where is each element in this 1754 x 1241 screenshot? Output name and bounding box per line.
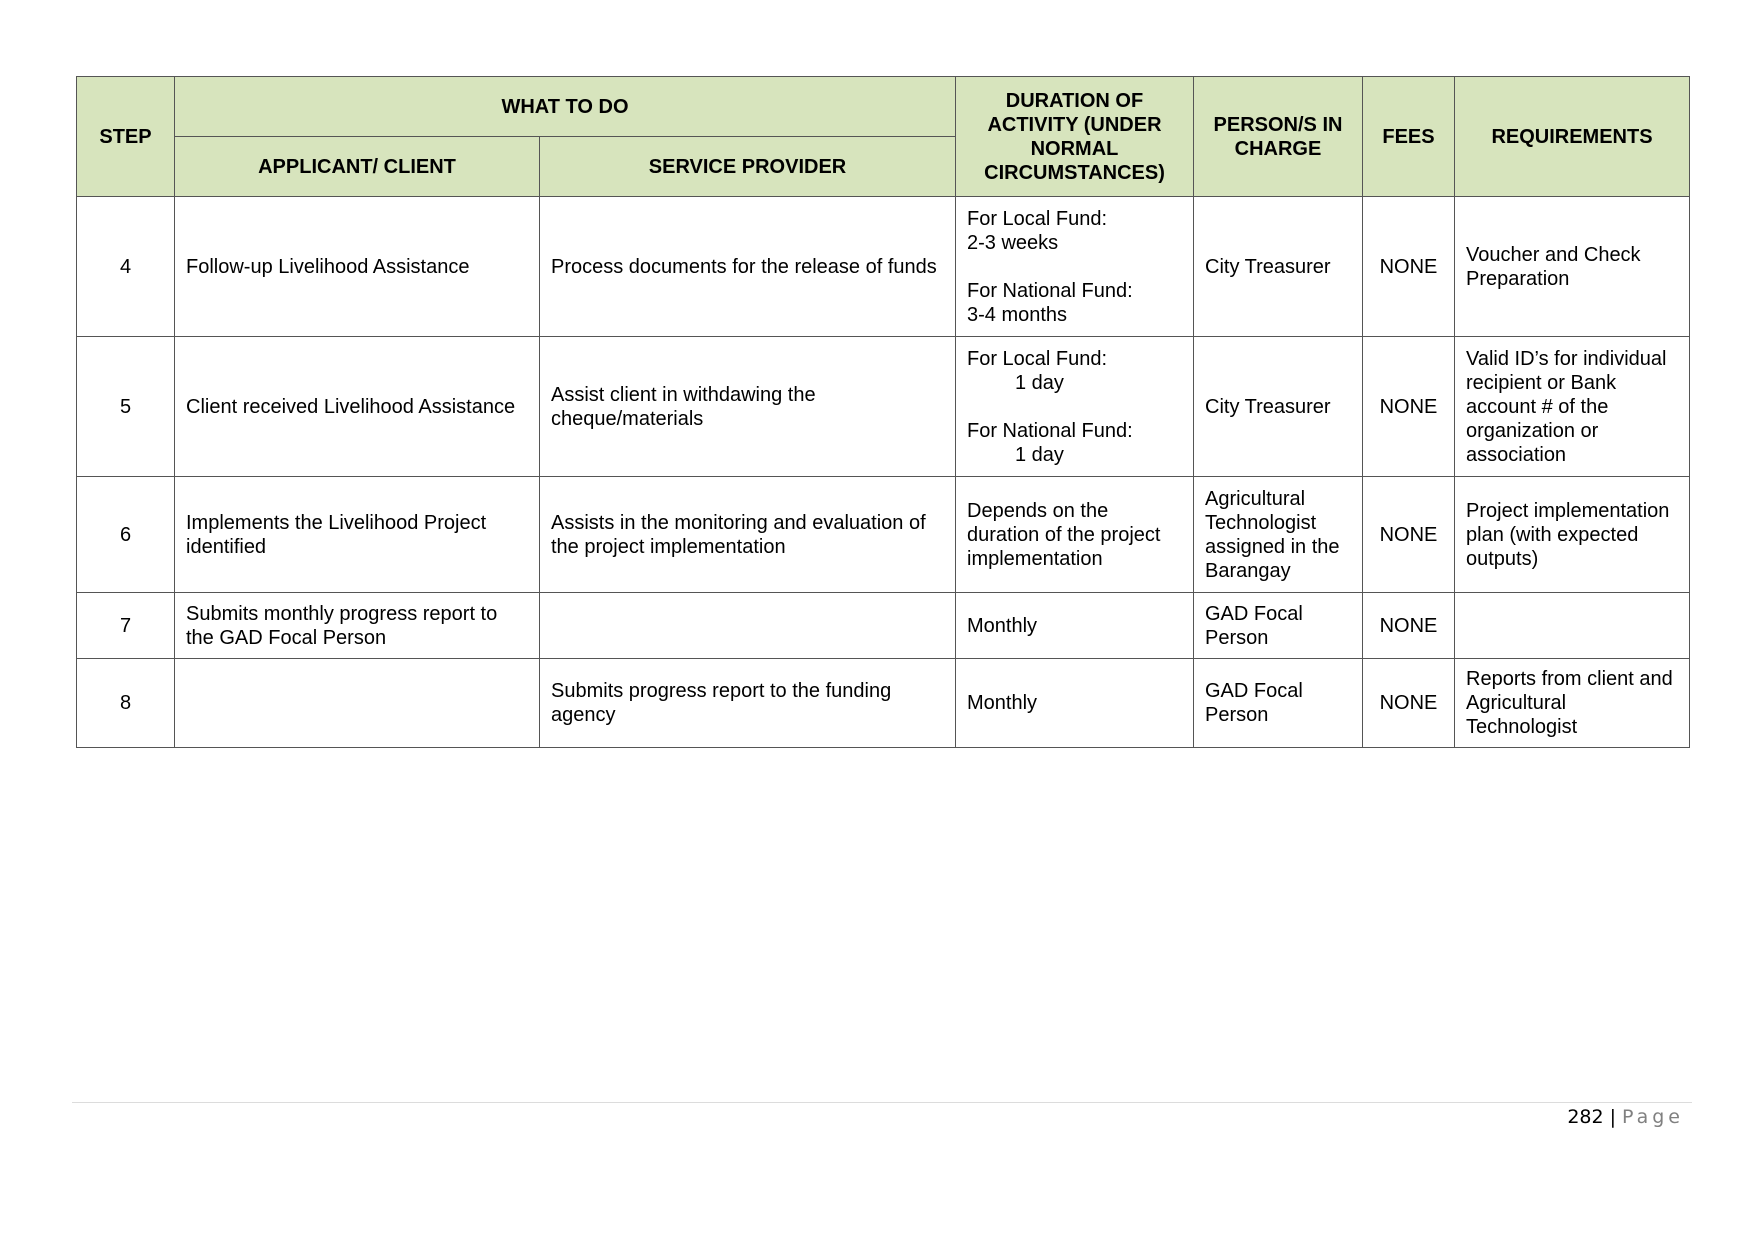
- header-person-in-charge: PERSON/S IN CHARGE: [1194, 77, 1363, 197]
- duration-cell: [956, 197, 1194, 337]
- duration-cell: Monthly: [956, 593, 1194, 659]
- duration-cell: Monthly: [956, 659, 1194, 748]
- step-cell: 5: [77, 337, 175, 477]
- person-cell: Agricultural Technologist assigned in the Barangay: [1194, 477, 1363, 593]
- header-service-provider: SERVICE PROVIDER: [540, 137, 956, 197]
- requirements-cell: Project implementation plan (with expected outputs): [1455, 477, 1690, 593]
- fees-cell: NONE: [1363, 593, 1455, 659]
- step-cell: 6: [77, 477, 175, 593]
- provider-cell: [540, 593, 956, 659]
- duration-national-value: 3-4 months: [967, 303, 1068, 326]
- table-row: [77, 659, 1690, 748]
- step-cell: 4: [77, 197, 175, 337]
- applicant-cell: Implements the Livelihood Project identified: [175, 477, 540, 593]
- footer-divider: [72, 1102, 1692, 1103]
- fees-cell: NONE: [1363, 197, 1455, 337]
- person-cell: GAD Focal Person: [1194, 659, 1363, 748]
- footer-separator: |: [1609, 1106, 1616, 1128]
- header-fees: FEES: [1363, 77, 1455, 197]
- table-row: [77, 337, 1690, 477]
- provider-cell: Process documents for the release of funds: [540, 197, 956, 337]
- page-number: 282: [1567, 1106, 1604, 1128]
- applicant-cell: Submits monthly progress report to the GAD Focal Person: [175, 593, 540, 659]
- duration-local-label: For Local Fund:: [967, 347, 1108, 370]
- provider-cell: Assist client in withdawing the cheque/materials: [540, 337, 956, 477]
- applicant-cell: Client received Livelihood Assistance: [175, 337, 540, 477]
- provider-cell: Submits progress report to the funding agency: [540, 659, 956, 748]
- duration-national-label: For National Fund:: [967, 419, 1133, 442]
- applicant-cell: Follow-up Livelihood Assistance: [175, 197, 540, 337]
- table-row: [77, 593, 1690, 659]
- duration-national-label: For National Fund:: [967, 279, 1133, 302]
- fees-cell: NONE: [1363, 659, 1455, 748]
- header-duration: DURATION OF ACTIVITY (UNDER NORMAL CIRCUMSTANCES): [956, 77, 1194, 197]
- table-row: [77, 477, 1690, 593]
- header-requirements: REQUIREMENTS: [1455, 77, 1690, 197]
- person-cell: City Treasurer: [1194, 337, 1363, 477]
- table-row: [77, 197, 1690, 337]
- applicant-cell: [175, 659, 540, 748]
- page-footer: [1567, 1106, 1684, 1128]
- page-label: Page: [1622, 1106, 1684, 1128]
- header-applicant-client: APPLICANT/ CLIENT: [175, 137, 540, 197]
- step-cell: 8: [77, 659, 175, 748]
- requirements-cell: Voucher and Check Preparation: [1455, 197, 1690, 337]
- duration-cell: Depends on the duration of the project implementation: [956, 477, 1194, 593]
- duration-local-value: 2-3 weeks: [967, 231, 1059, 254]
- fees-cell: NONE: [1363, 477, 1455, 593]
- duration-local-value: 1 day: [1015, 371, 1064, 394]
- duration-cell: [956, 337, 1194, 477]
- header-what-to-do: WHAT TO DO: [175, 77, 956, 137]
- header-step: STEP: [77, 77, 175, 197]
- requirements-cell: Reports from client and Agricultural Technologist: [1455, 659, 1690, 748]
- provider-cell: Assists in the monitoring and evaluation of the project implementation: [540, 477, 956, 593]
- citizen-charter-table: [76, 76, 1690, 748]
- duration-national-value: 1 day: [1015, 443, 1064, 466]
- person-cell: City Treasurer: [1194, 197, 1363, 337]
- fees-cell: NONE: [1363, 337, 1455, 477]
- requirements-cell: Valid ID’s for individual recipient or Bank account # of the organization or association: [1455, 337, 1690, 477]
- person-cell: GAD Focal Person: [1194, 593, 1363, 659]
- requirements-cell: [1455, 593, 1690, 659]
- duration-local-label: For Local Fund:: [967, 207, 1108, 230]
- step-cell: 7: [77, 593, 175, 659]
- header-row-top: [77, 77, 1690, 137]
